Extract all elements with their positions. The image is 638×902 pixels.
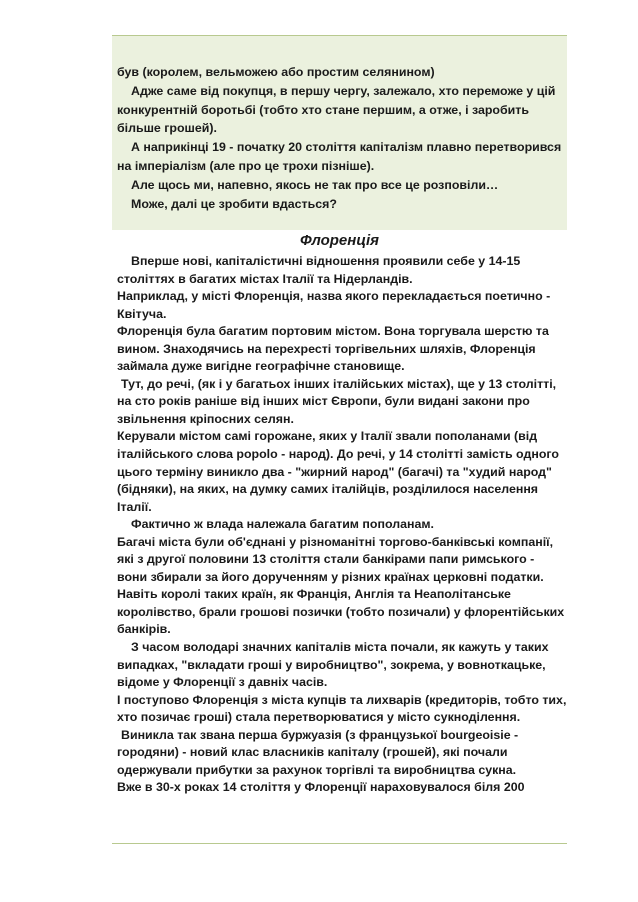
body-paragraph: Виникла так звана перша буржуазія (з французької bourgeoisie - городяни) - новий клас власників капіталу (грошей), які почали одержували прибутки за рахунок торгівлі та виробництва сукна. [117, 727, 519, 777]
body-paragraph: Навіть королі таких країн, як Франція, Англія та Неаполітанське королівство, брали грошові позички (тобто позичали) у флорентійських банкірів. [117, 587, 565, 637]
intro-text-block [117, 63, 567, 213]
body-paragraph: Флоренція була багатим портовим містом. Вона торгувала шерстю та вином. Знаходячись на перехресті торгівельних шляхів, Флоренція займала дуже вигідне географічне становище. [117, 324, 549, 374]
bottom-divider [112, 843, 567, 844]
body-paragraph: І поступово Флоренція з міста купців та лихварів (кредиторів, тобто тих, хто позичає гроші) стала перетворюватися у місто сукноділення. [117, 692, 567, 725]
body-paragraph: Наприклад, у місті Флоренція, назва якого перекладається поетично - Квітуча. [117, 289, 551, 321]
section-title: Флоренція [299, 232, 380, 249]
body-paragraph: Вперше нові, капіталістичні відношення проявили себе у 14-15 століттях в багатих містах Італії та Нідерландів. [117, 254, 521, 286]
body-paragraph: З часом володарі значних капіталів міста почали, як кажуть у таких випадках, "вкладати гроші у виробництво", зокрема, у вовноткацьке, відоме у Флоренції з давніх часів. [117, 640, 549, 690]
intro-paragraph: Але щось ми, напевно, якось не так про все це розповіли… [131, 177, 499, 192]
intro-paragraph: був (королем, вельможею або простим селянином) [117, 65, 435, 79]
intro-paragraph: Може, далі це зробити вдасться? [131, 196, 337, 211]
body-paragraph: Багачі міста були об'єднані у різноманітні торгово-банківські компанії, які з другої половини 13 століття стали банкірами папи римського - вони збирали за його дорученням у різних країнах церковні податки. [117, 534, 554, 584]
section-body [117, 253, 567, 797]
body-paragraph: Фактично ж влада належала багатим пополанам. [131, 517, 434, 532]
intro-paragraph: А наприкінці 19 - початку 20 століття капіталізм плавно перетворився на імперіалізм (але про це трохи пізніше). [117, 140, 562, 173]
body-paragraph: Тут, до речі, (як і у багатьох інших італійських містах), ще у 13 столітті, на сто років раніше від інших міст Європи, були видані закони про звільнення кріпосних селян. [117, 376, 557, 426]
body-paragraph: Вже в 30-х роках 14 століття у Флоренції нараховувалося біля 200 [117, 780, 525, 795]
intro-paragraph: Адже саме від покупця, в першу чергу, залежало, хто переможе у цій конкурентній боротьбі (тобто хто стане першим, а отже, і заробить більше грошей). [117, 83, 556, 136]
body-paragraph: Керували містом самі горожане, яких у Італії звали пополанами (від італійського слова popolo - народ). До речі, у 14 столітті замість одного цього терміну виникло два - "жирний народ" (багачі) та "худий народ" (бідняки), на яких, на думку самих італійців, розділилося населення Італії. [117, 429, 559, 514]
